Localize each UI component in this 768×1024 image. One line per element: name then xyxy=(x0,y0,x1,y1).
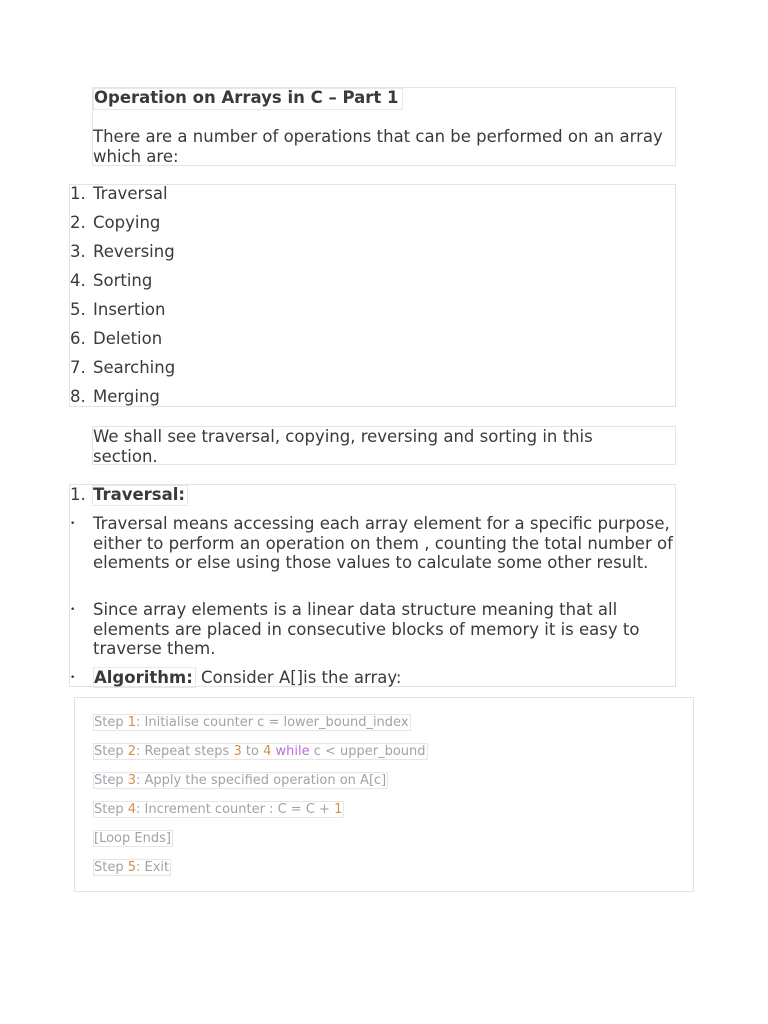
step-ref-number: 4 xyxy=(263,744,272,759)
step-text: : Apply the specified operation on A[c] xyxy=(136,773,387,788)
algorithm-step-3 xyxy=(93,772,388,789)
list-item-label: Deletion xyxy=(93,329,163,348)
step-word: Step xyxy=(94,773,128,788)
summary-paragraph: We shall see traversal, copying, reversing and sorting in this section. xyxy=(93,427,593,466)
bullet-icon: • xyxy=(70,605,76,615)
step-ref-number: 3 xyxy=(233,744,242,759)
intro-paragraph: There are a number of operations that can be performed on an array which are: xyxy=(93,127,663,166)
list-item-label: Copying xyxy=(93,213,161,232)
list-item-label: Reversing xyxy=(93,242,175,261)
step-keyword: while xyxy=(275,744,310,759)
step-number: 2 xyxy=(127,744,137,759)
step-word: Step xyxy=(94,860,128,875)
list-number: 5. xyxy=(70,300,86,319)
algorithm-step-5 xyxy=(93,859,171,876)
bullet-icon: • xyxy=(70,519,76,529)
bullet-icon: • xyxy=(70,673,76,683)
list-number: 2. xyxy=(70,213,86,232)
list-item-label: Searching xyxy=(93,358,176,377)
list-number: 6. xyxy=(70,329,86,348)
list-number: 4. xyxy=(70,271,86,290)
list-item-label: Sorting xyxy=(93,271,153,290)
traversal-bullet-definition: Traversal means accessing each array element for a specific purpose, either to perform an operation on them , counting the total number of elements or else using those values to calculate some other result. xyxy=(93,514,673,572)
algorithm-intro xyxy=(93,668,401,687)
list-item xyxy=(70,242,175,271)
step-number: 1 xyxy=(334,802,343,817)
list-item-label: Traversal xyxy=(93,184,168,203)
step-number: 3 xyxy=(127,773,137,788)
step-text: : Increment counter : C = C + xyxy=(136,802,335,817)
algorithm-step-2 xyxy=(93,743,428,760)
step-text: : Repeat steps xyxy=(136,744,234,759)
step-text: : Initialise counter c = lower_bound_index xyxy=(136,715,409,730)
algorithm-loop-end: [Loop Ends] xyxy=(94,831,171,846)
list-item xyxy=(70,358,175,387)
step-number: 4 xyxy=(127,802,137,817)
step-text: to xyxy=(241,744,264,759)
list-item xyxy=(70,184,175,213)
section-number: 1. xyxy=(70,485,86,504)
step-word: Step xyxy=(94,744,128,759)
list-item xyxy=(70,300,175,329)
list-number: 3. xyxy=(70,242,86,261)
page-title: Operation on Arrays in C – Part 1 xyxy=(93,88,403,110)
list-number: 7. xyxy=(70,358,86,377)
algorithm-step-1 xyxy=(93,714,411,731)
list-item-label: Merging xyxy=(93,387,160,406)
step-text: : Exit xyxy=(136,860,170,875)
list-item xyxy=(70,213,175,242)
list-item-label: Insertion xyxy=(93,300,166,319)
list-item xyxy=(70,271,175,300)
list-item xyxy=(70,329,175,358)
step-word: Step xyxy=(94,802,128,817)
list-number: 1. xyxy=(70,184,86,203)
algorithm-label: Algorithm: xyxy=(93,667,196,688)
section-heading: Traversal: xyxy=(92,485,188,506)
list-item xyxy=(70,387,175,416)
step-text: c < upper_bound xyxy=(309,744,426,759)
step-number: 5 xyxy=(127,860,137,875)
traversal-bullet-linear: Since array elements is a linear data structure meaning that all elements are placed in consecutive blocks of memory it is easy to traverse them. xyxy=(93,600,640,658)
step-number: 1 xyxy=(127,715,137,730)
operations-list xyxy=(70,184,175,416)
algorithm-step-4 xyxy=(93,801,344,818)
algorithm-description: Consider A[]is the array: xyxy=(195,668,402,687)
list-number: 8. xyxy=(70,387,86,406)
step-word: Step xyxy=(94,715,128,730)
